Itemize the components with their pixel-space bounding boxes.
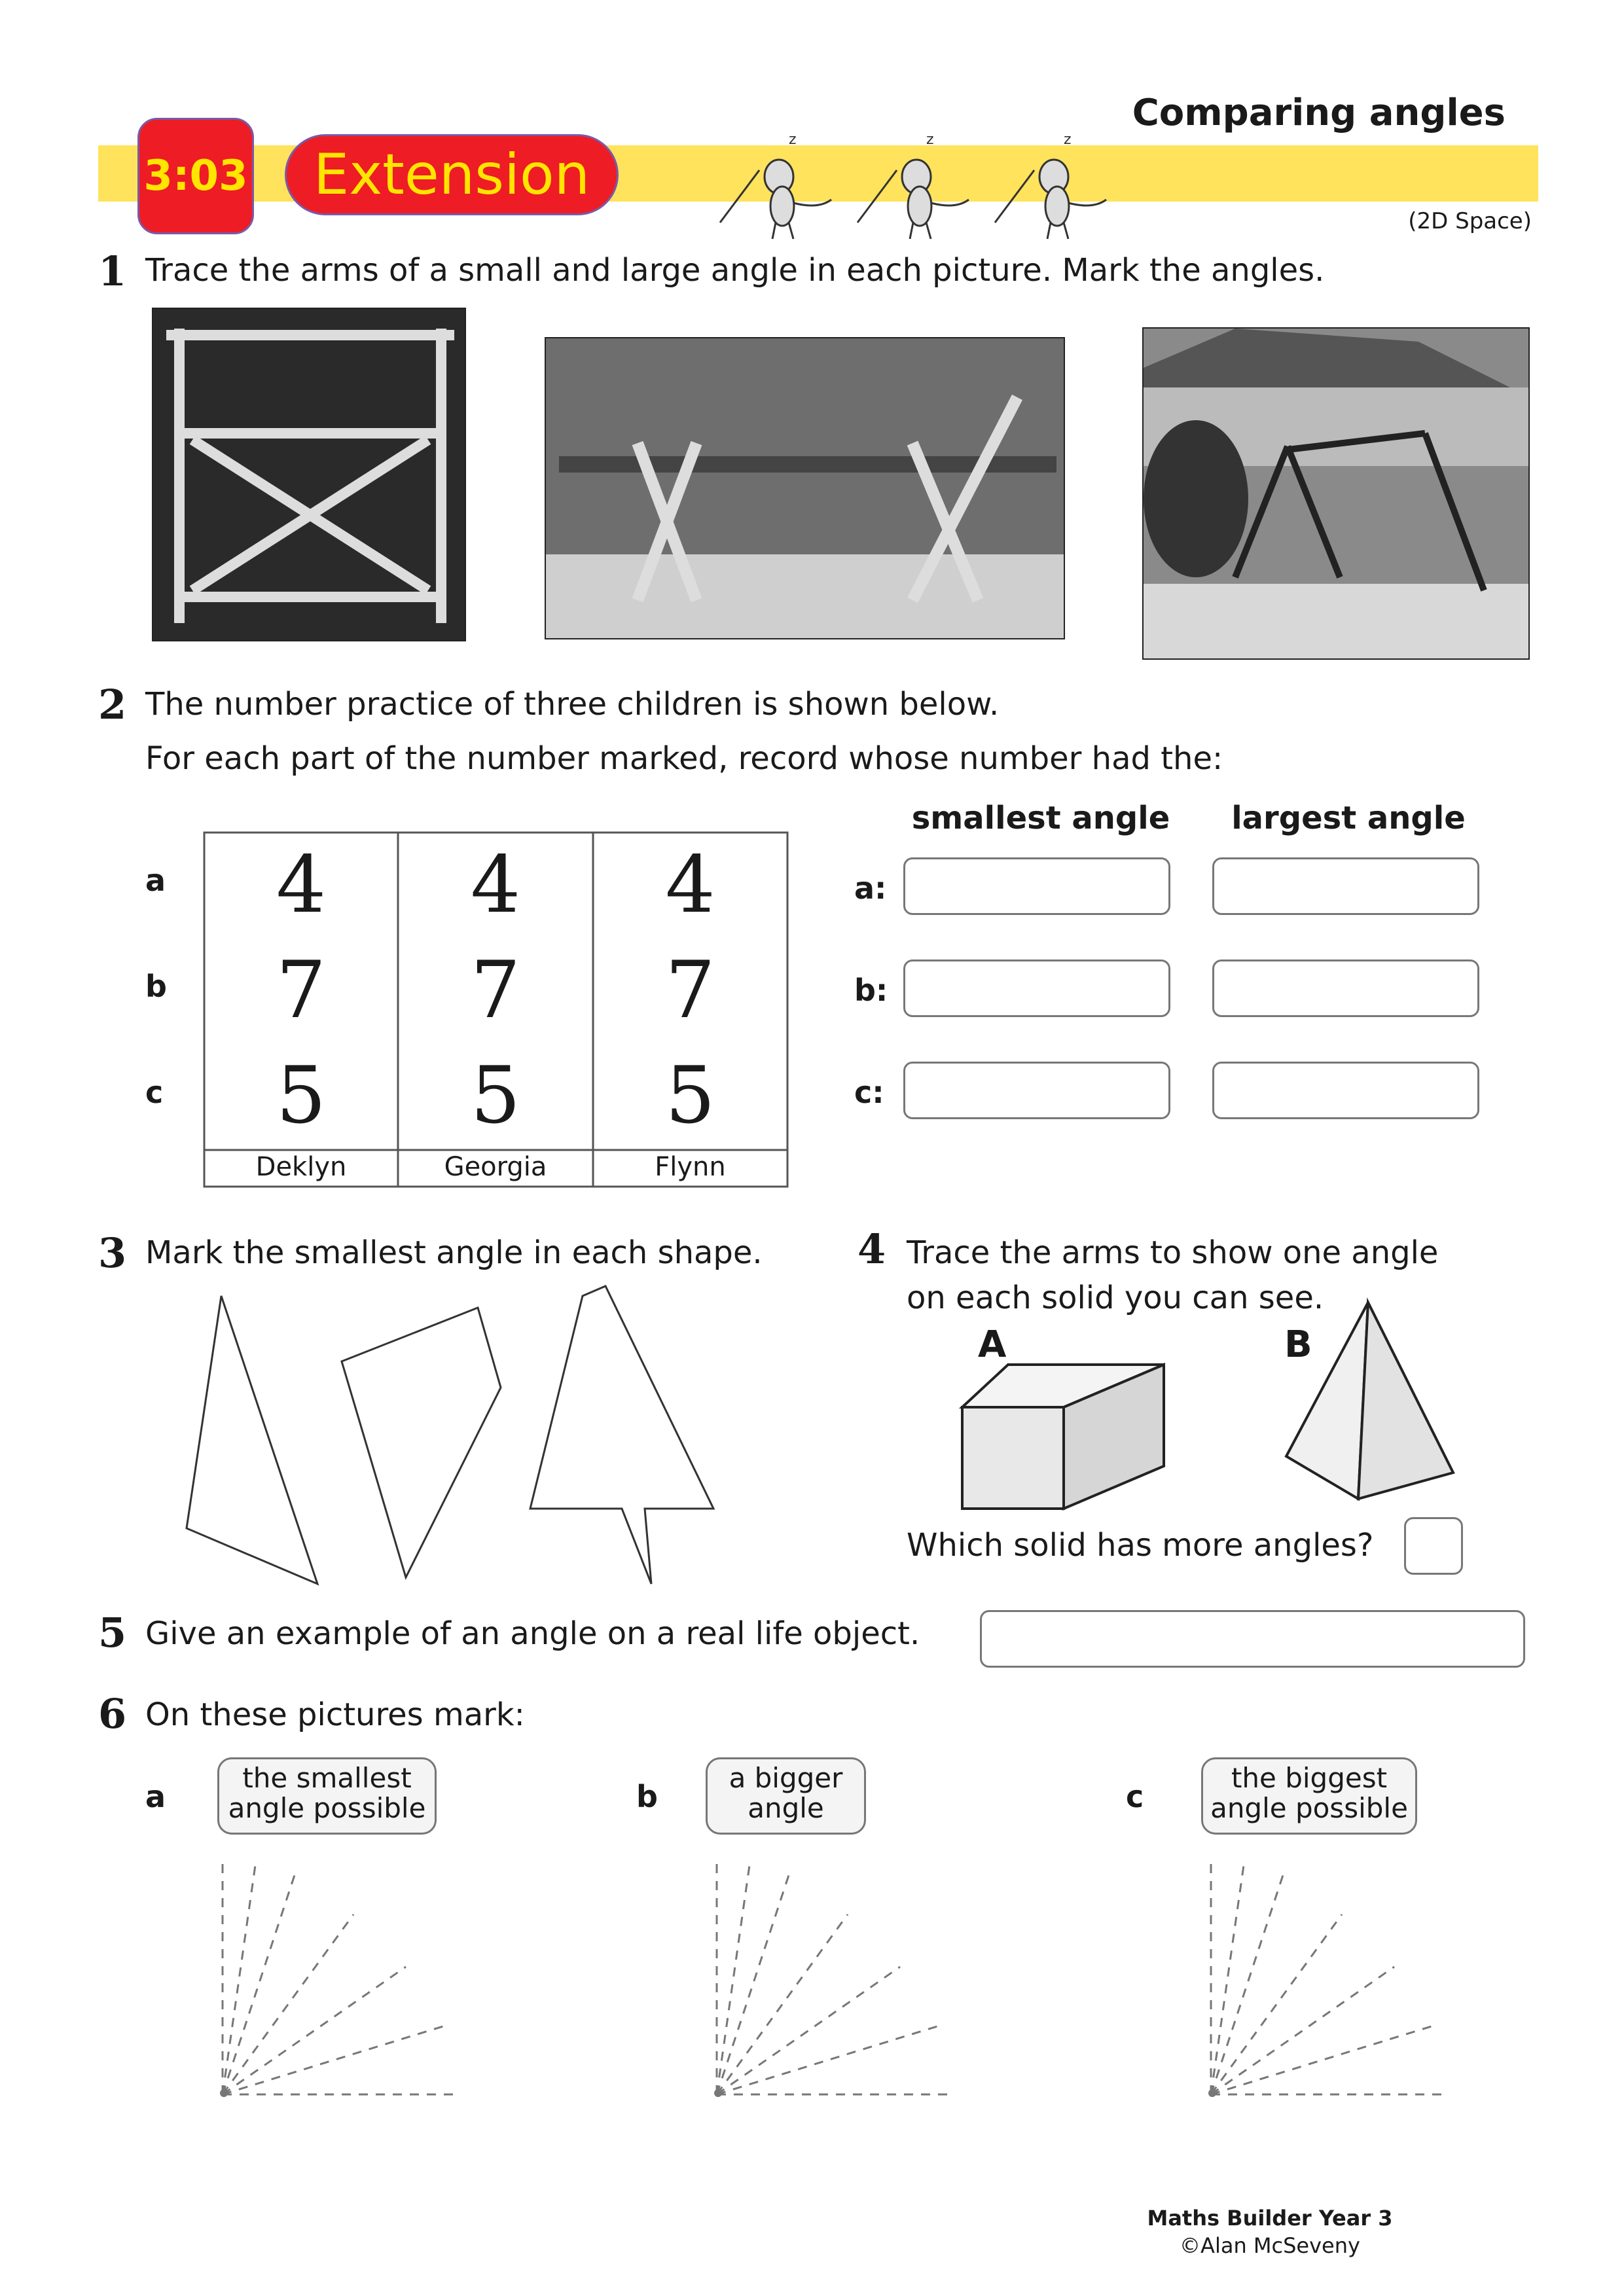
tag-line: angle possible <box>228 1792 426 1824</box>
q6-part-label-b: b <box>636 1779 658 1814</box>
digit-cell[interactable]: 7 <box>276 945 327 1036</box>
answer-a-largest[interactable] <box>1212 857 1479 915</box>
row-label-a: a <box>145 863 166 898</box>
tag-line: angle <box>748 1792 824 1824</box>
more-angles-answer-box[interactable] <box>1404 1517 1463 1575</box>
digit-cell[interactable]: 7 <box>665 945 715 1036</box>
q5-text: Give an example of an angle on a real life object. <box>145 1615 920 1652</box>
digit-cell[interactable]: 5 <box>276 1050 327 1141</box>
child-name: Flynn <box>655 1152 726 1182</box>
section-label: Extension <box>285 134 619 215</box>
q4-question: Which solid has more angles? <box>907 1527 1374 1564</box>
angle-fan-c[interactable] <box>1204 1852 1453 2101</box>
largest-angle-header: largest angle <box>1231 800 1466 836</box>
q4-solids <box>956 1296 1473 1512</box>
tag-line: the smallest <box>242 1762 412 1794</box>
unit-badge: 3:03 <box>137 118 254 234</box>
digit-cell[interactable]: 4 <box>276 840 327 931</box>
arrow-shape[interactable] <box>530 1286 713 1584</box>
q2-line1: The number practice of three children is shown below. <box>145 686 1000 723</box>
tag-line: a bigger <box>729 1762 843 1794</box>
q2-number: 2 <box>98 681 127 728</box>
answer-a-smallest[interactable] <box>903 857 1170 915</box>
quadrilateral-shape[interactable] <box>342 1308 501 1577</box>
svg-text:z: z <box>1064 132 1072 148</box>
q1-number: 1 <box>98 247 127 295</box>
instruction-tag-a <box>217 1757 437 1835</box>
q6-part-label-a: a <box>145 1779 166 1814</box>
answer-label-c: c: <box>854 1075 884 1110</box>
digit-grid <box>204 833 787 1149</box>
q6-text: On these pictures mark: <box>145 1696 525 1733</box>
q2-line2: For each part of the number marked, record whose number had the: <box>145 740 1223 777</box>
page-topic: Comparing angles <box>1132 92 1506 134</box>
answer-c-largest[interactable] <box>1212 1062 1479 1119</box>
instruction-tag-b <box>706 1757 866 1835</box>
angle-fan-a[interactable] <box>216 1852 465 2101</box>
smallest-angle-header: smallest angle <box>911 800 1170 836</box>
photo-wooden-frame[interactable] <box>152 308 466 641</box>
answer-b-largest[interactable] <box>1212 960 1479 1017</box>
q5-number: 5 <box>98 1609 127 1657</box>
mascot-illustration <box>681 124 1165 242</box>
tag-line: angle possible <box>1210 1792 1408 1824</box>
real-life-angle-answer[interactable] <box>980 1610 1525 1668</box>
q4-line1: Trace the arms to show one angle <box>907 1234 1439 1271</box>
triangle-shape[interactable] <box>187 1296 317 1584</box>
digit-cell[interactable]: 7 <box>470 945 521 1036</box>
angle-fan-b[interactable] <box>710 1852 959 2101</box>
answer-b-smallest[interactable] <box>903 960 1170 1017</box>
svg-text:z: z <box>789 132 797 148</box>
tag-line: the biggest <box>1231 1762 1388 1794</box>
digit-cell[interactable]: 5 <box>470 1050 521 1141</box>
child-name: Georgia <box>444 1152 547 1182</box>
q3-shapes <box>177 1283 727 1597</box>
solid-label-a: A <box>978 1323 1007 1366</box>
digit-cell[interactable]: 4 <box>470 840 521 931</box>
footer-title: Maths Builder Year 3 <box>1147 2206 1393 2231</box>
photo-trestles[interactable] <box>545 337 1065 639</box>
rectangular-prism[interactable] <box>962 1365 1164 1509</box>
answer-label-a: a: <box>854 870 887 906</box>
answer-label-b: b: <box>854 973 888 1008</box>
q3-text: Mark the smallest angle in each shape. <box>145 1234 763 1271</box>
q6-part-label-c: c <box>1126 1779 1144 1814</box>
instruction-tag-c <box>1201 1757 1417 1835</box>
row-label-c: c <box>145 1075 164 1110</box>
q4-number: 4 <box>857 1225 886 1273</box>
footer-copyright: ©Alan McSeveny <box>1180 2233 1360 2258</box>
photo-playground[interactable] <box>1142 327 1530 660</box>
q6-number: 6 <box>98 1690 127 1738</box>
row-label-b: b <box>145 969 167 1004</box>
q3-number: 3 <box>98 1229 127 1277</box>
svg-text:z: z <box>926 132 934 148</box>
digit-cell[interactable]: 4 <box>665 840 715 931</box>
pyramid[interactable] <box>1286 1302 1453 1499</box>
q1-text: Trace the arms of a small and large angle in each picture. Mark the angles. <box>145 252 1325 289</box>
digit-cell[interactable]: 5 <box>665 1050 715 1141</box>
q4-line2: on each solid you can see. <box>907 1280 1324 1316</box>
child-name: Deklyn <box>255 1152 347 1182</box>
strand-label: (2D Space) <box>1408 208 1532 234</box>
solid-label-b: B <box>1284 1323 1312 1366</box>
answer-c-smallest[interactable] <box>903 1062 1170 1119</box>
